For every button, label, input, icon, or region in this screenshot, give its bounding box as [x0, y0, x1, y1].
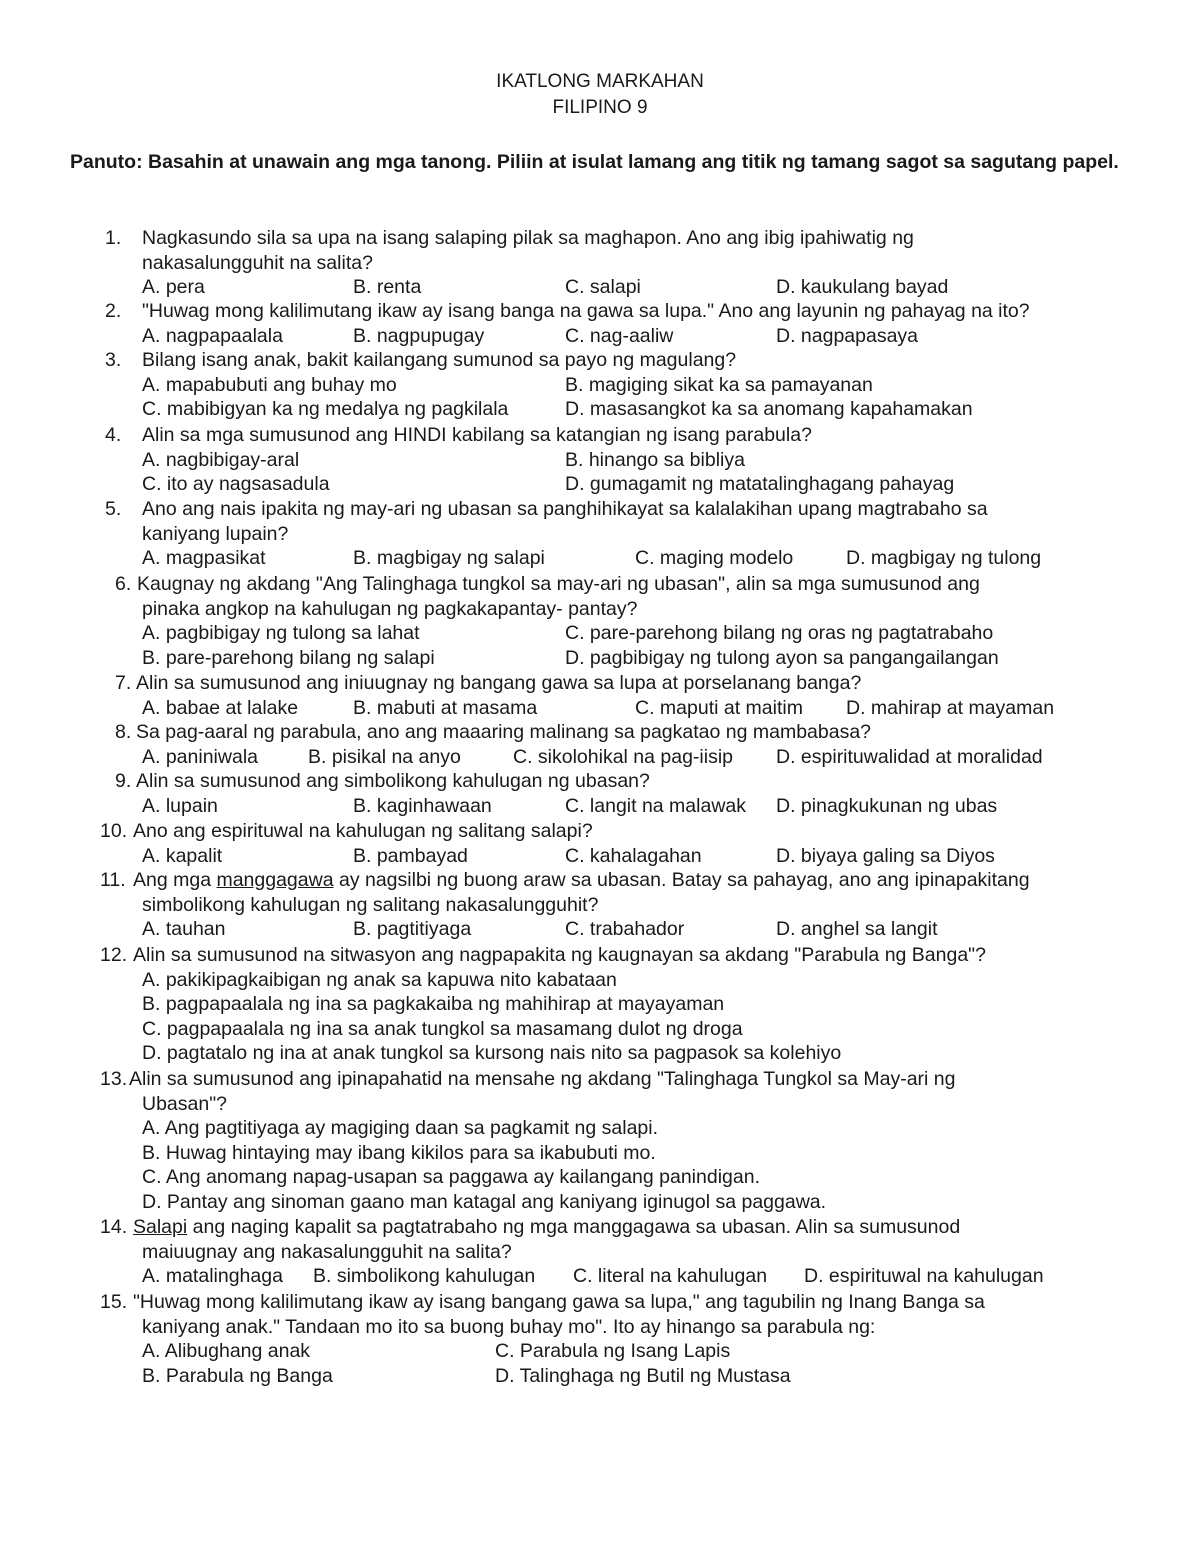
answer-choice: B. simbolikong kahulugan	[313, 1265, 536, 1288]
question-text-line: Alin sa sumusunod ang simbolikong kahulugan ng ubasan?	[136, 770, 650, 792]
answer-choice: B. hinango sa bibliya	[565, 448, 745, 471]
question-text-line: Alin sa sumusunod ang ipinapahatid na mensahe ng akdang "Talinghaga Tungkol sa May-ari ng	[129, 1068, 956, 1090]
answer-choice: A. pakikipagkaibigan ng anak sa kapuwa nito kabataan	[142, 968, 617, 991]
answer-choice: B. nagpupugay	[353, 324, 485, 347]
answer-choice: C. Ang anomang napag-usapan sa paggawa ay kailangang panindigan.	[142, 1166, 760, 1189]
answer-choice: A. kapalit	[142, 844, 223, 867]
question-text-line: kaniyang anak." Tandaan mo ito sa buong buhay mo". Ito ay hinango sa parabula ng:	[142, 1315, 876, 1338]
question-text-line: Ano ang nais ipakita ng may-ari ng ubasan sa panghihikayat sa kalalakihan upang magtrabaho sa	[142, 498, 988, 520]
answer-choice: D. pagbibigay ng tulong ayon sa pangangailangan	[565, 646, 999, 669]
answer-choice: A. Ang pagtitiyaga ay magiging daan sa pagkamit ng salapi.	[142, 1117, 659, 1140]
question-text-line: Alin sa sumusunod na sitwasyon ang nagpapakita ng kaugnayan sa akdang "Parabula ng Banga"?	[133, 944, 986, 966]
answer-choice: C. Parabula ng Isang Lapis	[495, 1340, 731, 1363]
answer-choice: D. espirituwal na kahulugan	[804, 1265, 1044, 1288]
question-number: 11.	[100, 869, 126, 891]
question-number: 1.	[105, 227, 122, 249]
answer-choice: C. kahalagahan	[565, 844, 702, 867]
question-number: 14.	[100, 1216, 128, 1238]
question-number: 9.	[115, 770, 132, 792]
answer-choice: D. masasangkot ka sa anomang kapahamakan	[565, 398, 973, 421]
answer-choice: C. pare-parehong bilang ng oras ng pagtatrabaho	[565, 622, 994, 645]
answer-choice: A. babae at lalake	[142, 696, 299, 719]
answer-choice: B. magbigay ng salapi	[353, 547, 545, 570]
question-text-line: simbolikong kahulugan ng salitang nakasalungguhit?	[142, 893, 599, 916]
page-title: IKATLONG MARKAHAN	[496, 71, 704, 92]
question-number: 15.	[100, 1291, 128, 1313]
answer-choice: A. mapabubuti ang buhay mo	[142, 373, 397, 396]
question-text-line: pinaka angkop na kahulugan ng pagkakapantay- pantay?	[142, 597, 638, 620]
answer-choice: B. magiging sikat ka sa pamayanan	[565, 373, 873, 396]
answer-choice: D. magbigay ng tulong	[846, 547, 1042, 570]
answer-choice: C. maging modelo	[635, 547, 794, 570]
answer-choice: A. matalinghaga	[142, 1265, 283, 1288]
question-text-line: Salapi ang naging kapalit sa pagtatrabaho ng mga manggagawa sa ubasan. Alin sa sumusunod	[133, 1216, 961, 1238]
question-text-line: Alin sa sumusunod ang iniuugnay ng bangang gawa sa lupa at porselanang banga?	[136, 672, 862, 694]
question-text-line: Bilang isang anak, bakit kailangang sumunod sa payo ng magulang?	[142, 349, 737, 371]
answer-choice: B. Parabula ng Banga	[142, 1364, 333, 1387]
page-subtitle: FILIPINO 9	[552, 97, 648, 118]
answer-choice: D. Talinghaga ng Butil ng Mustasa	[495, 1364, 791, 1387]
question-number: 13.	[100, 1068, 128, 1090]
answer-choice: D. anghel sa langit	[776, 918, 938, 941]
answer-choice: B. mabuti at masama	[353, 696, 538, 719]
answer-choice: A. Alibughang anak	[142, 1340, 311, 1363]
underlined-word: Salapi	[133, 1216, 188, 1238]
question-number: 6.	[115, 573, 132, 595]
answer-choice: D. Pantay ang sinoman gaano man katagal ang kaniyang iginugol sa paggawa.	[142, 1191, 827, 1213]
question-number: 5.	[105, 498, 122, 520]
answer-choice: D. mahirap at mayaman	[846, 696, 1055, 719]
answer-choice: D. pagtatalo ng ina at anak tungkol sa kursong nais nito sa pagpasok sa kolehiyo	[142, 1042, 842, 1065]
question-text-line: Ang mga manggagawa ay nagsilbi ng buong araw sa ubasan. Batay sa pahayag, ano ang ipinapakitang	[133, 869, 1030, 891]
answer-choice: C. salapi	[565, 276, 641, 299]
answer-choice: B. Huwag hintaying may ibang kikilos para sa ikabubuti mo.	[142, 1141, 656, 1164]
answer-choice: A. pagbibigay ng tulong sa lahat	[142, 622, 420, 645]
answer-choice: D. espirituwalidad at moralidad	[776, 745, 1043, 768]
answer-choice: B. pagtitiyaga	[353, 918, 472, 941]
answer-choice: D. kaukulang bayad	[776, 276, 949, 299]
instructions: Panuto: Basahin at unawain ang mga tanong. Piliin at isulat lamang ang titik ng tamang sagot sa sagutang papel.	[70, 151, 1119, 173]
answer-choice: C. nag-aaliw	[565, 324, 674, 347]
answer-choice: D. nagpapasaya	[776, 324, 919, 347]
answer-choice: B. pambayad	[353, 844, 468, 867]
question-number: 8.	[115, 721, 132, 743]
answer-choice: B. pisikal na anyo	[308, 745, 461, 768]
answer-choice: C. trabahador	[565, 918, 685, 941]
answer-choice: B. renta	[353, 276, 422, 299]
answer-choice: C. mabibigyan ka ng medalya ng pagkilala	[142, 398, 509, 421]
question-text-line: Sa pag-aaral ng parabula, ano ang maaaring malinang sa pagkatao ng mambabasa?	[136, 721, 872, 743]
answer-choice: A. pera	[142, 276, 205, 299]
answer-choice: A. magpasikat	[142, 547, 266, 570]
question-number: 2.	[105, 300, 122, 322]
question-text-line: Kaugnay ng akdang "Ang Talinghaga tungkol sa may-ari ng ubasan", alin sa mga sumusunod ang	[137, 573, 980, 595]
underlined-word: manggagawa	[216, 869, 334, 891]
answer-choice: A. tauhan	[142, 918, 226, 941]
question-text-line: "Huwag mong kalilimutang ikaw ay isang banga na gawa sa lupa." Ano ang layunin ng pahayag na ito?	[142, 300, 1030, 322]
answer-choice: B. kaginhawaan	[353, 794, 492, 817]
answer-choice: B. pagpapaalala ng ina sa pagkakaiba ng mahihirap at mayayaman	[142, 993, 725, 1016]
answer-choice: D. pinagkukunan ng ubas	[776, 794, 998, 817]
question-number: 3.	[105, 349, 122, 371]
answer-choice: D. gumagamit ng matatalinghagang pahayag	[565, 473, 955, 496]
question-text-line: "Huwag mong kalilimutang ikaw ay isang bangang gawa sa lupa," ang tagubilin ng Inang Banga sa	[133, 1291, 985, 1313]
answer-choice: B. pare-parehong bilang ng salapi	[142, 646, 435, 669]
answer-choice: C. maputi at maitim	[635, 696, 803, 719]
question-text-line: nakasalungguhit na salita?	[142, 251, 373, 274]
question-text-line: Alin sa mga sumusunod ang HINDI kabilang sa katangian ng isang parabula?	[142, 424, 812, 446]
question-number: 7.	[115, 672, 132, 694]
question-number: 10.	[100, 820, 128, 842]
question-text-line: Ano ang espirituwal na kahulugan ng salitang salapi?	[133, 820, 593, 842]
answer-choice: C. literal na kahulugan	[573, 1265, 768, 1288]
question-text-line: Ubasan"?	[142, 1092, 227, 1115]
answer-choice: C. langit na malawak	[565, 794, 747, 817]
answer-choice: A. paniniwala	[142, 745, 258, 768]
answer-choice: A. nagbibigay-aral	[142, 448, 300, 471]
answer-choice: A. lupain	[142, 794, 218, 817]
question-text-line: Nagkasundo sila sa upa na isang salaping pilak sa maghapon. Ano ang ibig ipahiwatig ng	[142, 227, 914, 249]
question-text-line: kaniyang lupain?	[142, 522, 289, 545]
answer-choice: D. biyaya galing sa Diyos	[776, 844, 995, 867]
question-text-line: maiuugnay ang nakasalungguhit na salita?	[142, 1240, 512, 1263]
answer-choice: C. sikolohikal na pag-iisip	[513, 745, 734, 768]
answer-choice: C. pagpapaalala ng ina sa anak tungkol sa masamang dulot ng droga	[142, 1017, 743, 1040]
answer-choice: C. ito ay nagsasadula	[142, 473, 330, 496]
question-number: 4.	[105, 424, 122, 446]
answer-choice: A. nagpapaalala	[142, 324, 283, 347]
question-number: 12.	[100, 944, 128, 966]
